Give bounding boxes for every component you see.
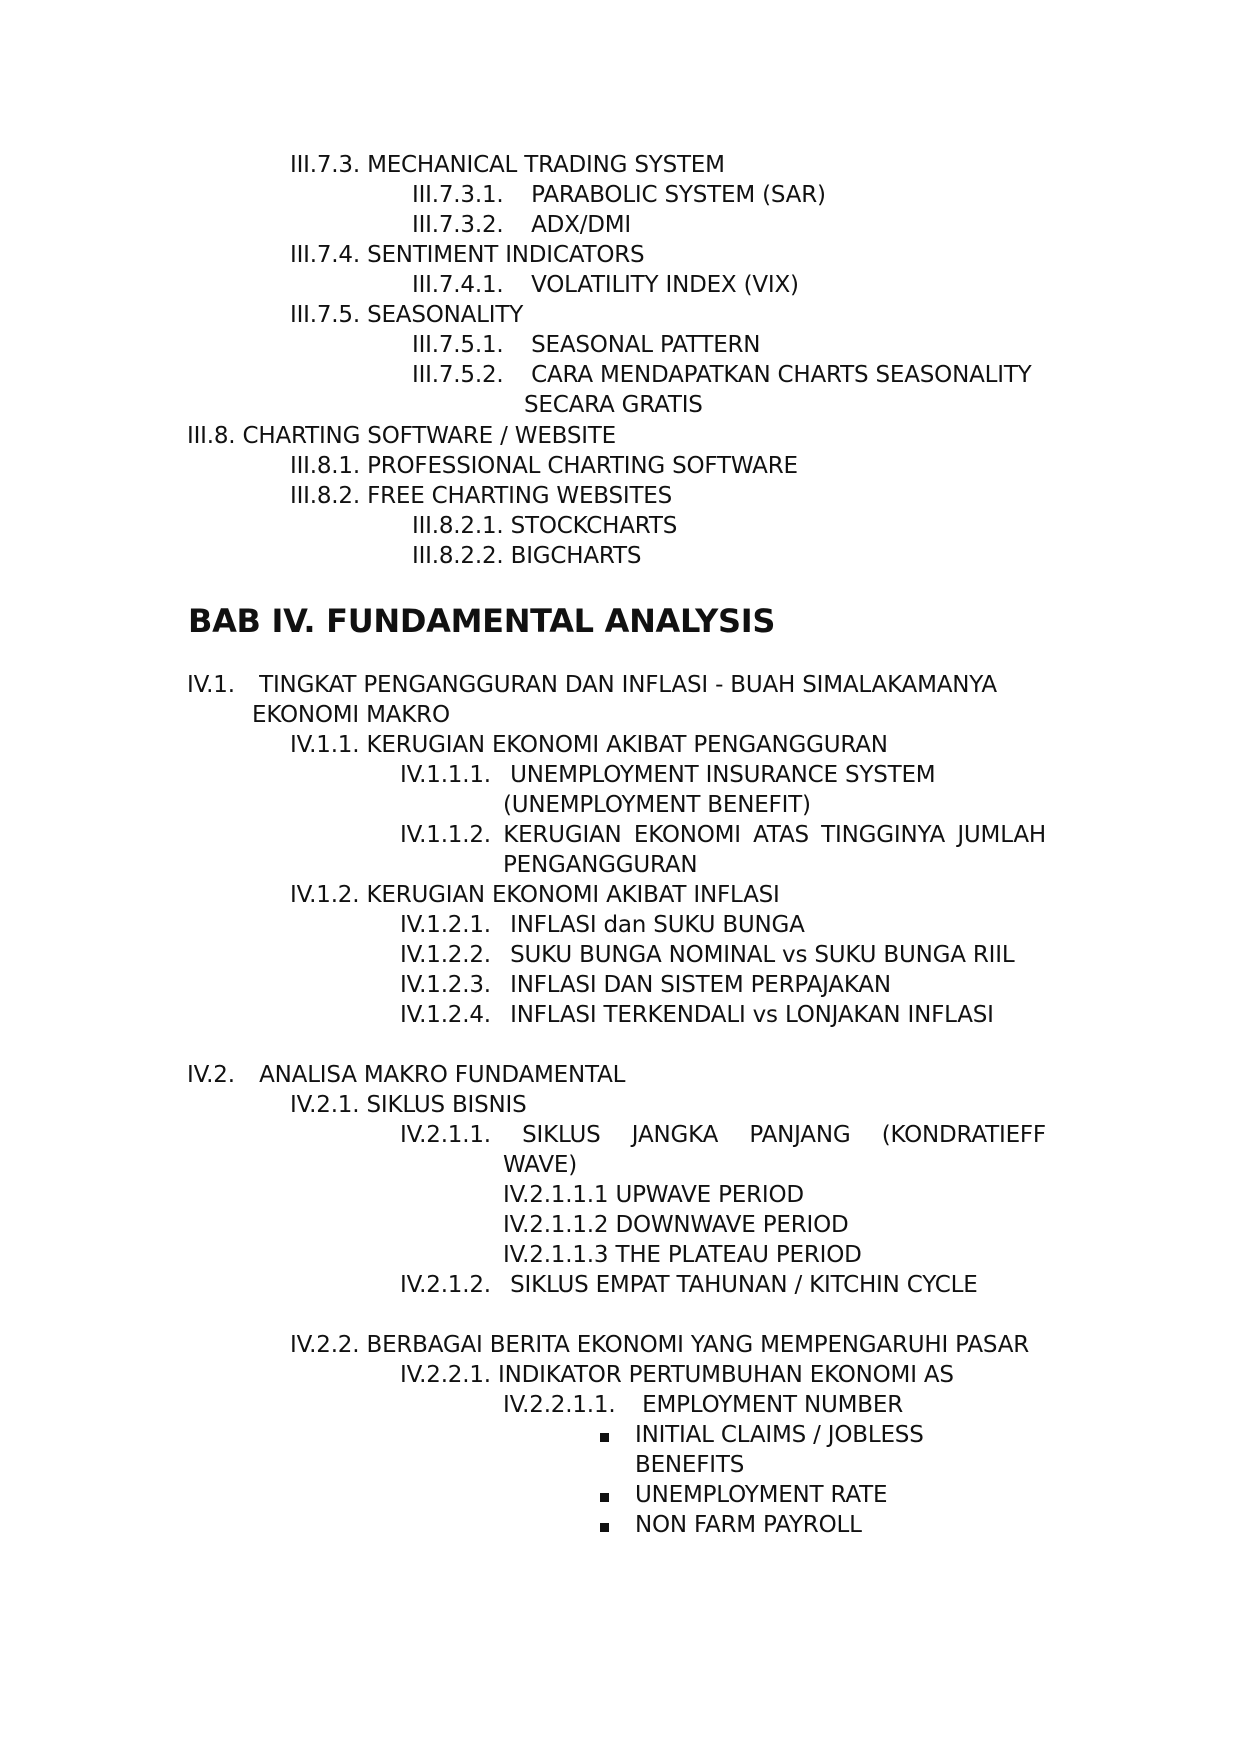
entry-title: INDIKATOR PERTUMBUHAN EKONOMI AS — [498, 1362, 954, 1388]
entry-number: IV.1. — [187, 672, 235, 698]
toc-entry — [400, 1270, 978, 1300]
toc-entry — [400, 1120, 1046, 1150]
toc-entry — [412, 511, 677, 541]
bullet-item — [635, 1510, 862, 1540]
entry-number: IV.1.2. — [290, 882, 360, 908]
toc-entry — [400, 1000, 994, 1030]
entry-number: IV.2.1.1.3 — [503, 1242, 609, 1268]
bullet-text: UNEMPLOYMENT RATE — [635, 1482, 888, 1508]
entry-number: IV.2.1.1.2 — [503, 1212, 609, 1238]
toc-entry — [290, 1090, 527, 1120]
toc-entry-continuation — [252, 700, 450, 730]
entry-title-word: ATAS — [753, 822, 809, 848]
bullet-icon — [600, 1493, 609, 1502]
entry-title: UPWAVE PERIOD — [615, 1182, 804, 1208]
entry-title: ADX/DMI — [531, 212, 632, 238]
entry-title: ANALISA MAKRO FUNDAMENTAL — [259, 1062, 626, 1088]
toc-entry — [187, 1060, 625, 1090]
toc-entry — [290, 481, 672, 511]
entry-number: IV.1.1. — [290, 732, 360, 758]
toc-entry — [503, 1180, 804, 1210]
toc-entry — [412, 330, 760, 360]
bullet-text: BENEFITS — [635, 1452, 745, 1478]
entry-title: EKONOMI MAKRO — [252, 702, 450, 728]
bullet-item-continuation — [635, 1450, 744, 1480]
entry-title: SENTIMENT INDICATORS — [367, 242, 645, 268]
entry-number: IV.2.2.1. — [400, 1362, 491, 1388]
toc-entry — [400, 970, 891, 1000]
entry-title: EMPLOYMENT NUMBER — [642, 1392, 903, 1418]
toc-entry — [290, 730, 888, 760]
entry-title-word: JANGKA — [631, 1122, 719, 1148]
entry-title: KERUGIAN EKONOMI AKIBAT PENGANGGURAN — [366, 732, 888, 758]
toc-entry — [290, 880, 780, 910]
toc-entry — [400, 1360, 954, 1390]
entry-title: SEASONALITY — [367, 302, 524, 328]
bullet-icon — [600, 1433, 609, 1442]
entry-title: SEASONAL PATTERN — [531, 332, 761, 358]
entry-title: (UNEMPLOYMENT BENEFIT) — [503, 792, 811, 818]
entry-number: III.7.4.1. — [412, 272, 504, 298]
chapter-heading: BAB IV. FUNDAMENTAL ANALYSIS — [188, 602, 776, 640]
bullet-item — [635, 1480, 887, 1510]
entry-number: IV.1.2.4. — [400, 1002, 491, 1028]
entry-title: CARA MENDAPATKAN CHARTS SEASONALITY — [531, 362, 1032, 388]
entry-title: PENGANGGURAN — [503, 852, 698, 878]
toc-entry-continuation — [503, 850, 697, 880]
toc-entry — [412, 270, 799, 300]
entry-number: IV.2.2. — [290, 1332, 360, 1358]
entry-number: IV.2.2.1.1. — [503, 1392, 616, 1418]
toc-entry — [400, 940, 1014, 970]
entry-number: IV.1.1.1. — [400, 762, 491, 788]
entry-title: VOLATILITY INDEX (VIX) — [531, 272, 799, 298]
entry-number: IV.2.1.2. — [400, 1272, 491, 1298]
entry-title: UNEMPLOYMENT INSURANCE SYSTEM — [510, 762, 936, 788]
entry-title: CHARTING SOFTWARE / WEBSITE — [242, 423, 616, 449]
toc-entry-continuation — [524, 390, 703, 420]
entry-title: INFLASI dan SUKU BUNGA — [510, 912, 805, 938]
bullet-text: NON FARM PAYROLL — [635, 1512, 862, 1538]
entry-number: III.8.2.2. — [412, 543, 504, 569]
entry-title: SIKLUS BISNIS — [366, 1092, 527, 1118]
entry-number: III.7.5.2. — [412, 362, 504, 388]
entry-title: SIKLUS EMPAT TAHUNAN / KITCHIN CYCLE — [510, 1272, 978, 1298]
entry-number: IV.1.2.3. — [400, 972, 491, 998]
toc-entry — [400, 760, 935, 790]
entry-number: IV.1.2.1. — [400, 912, 491, 938]
entry-number: IV.2.1.1.1 — [503, 1182, 609, 1208]
entry-title-word: TINGGINYA — [821, 822, 946, 848]
toc-entry — [290, 150, 725, 180]
entry-title-word: JUMLAH — [957, 822, 1046, 848]
toc-entry — [412, 541, 641, 571]
entry-title: INFLASI DAN SISTEM PERPAJAKAN — [510, 972, 891, 998]
entry-title: PARABOLIC SYSTEM (SAR) — [531, 182, 826, 208]
entry-title-word: (KONDRATIEFF — [881, 1122, 1046, 1148]
entry-number: III.7.4. — [290, 242, 360, 268]
entry-title: SUKU BUNGA NOMINAL vs SUKU BUNGA RIIL — [510, 942, 1015, 968]
entry-title: DOWNWAVE PERIOD — [615, 1212, 849, 1238]
toc-entry — [400, 910, 805, 940]
toc-entry — [290, 300, 523, 330]
entry-title: WAVE) — [503, 1152, 577, 1178]
toc-entry — [290, 451, 798, 481]
entry-number: III.7.5.1. — [412, 332, 504, 358]
entry-title: BERBAGAI BERITA EKONOMI YANG MEMPENGARUHI PASAR — [366, 1332, 1030, 1358]
bullet-icon — [600, 1523, 609, 1532]
bullet-item — [635, 1420, 924, 1450]
toc-entry — [412, 180, 826, 210]
entry-title: KERUGIAN EKONOMI AKIBAT INFLASI — [366, 882, 780, 908]
entry-number: III.8.1. — [290, 453, 360, 479]
entry-number: IV.1.1.2. — [400, 822, 491, 848]
entry-number: IV.2.1. — [290, 1092, 360, 1118]
toc-entry — [187, 670, 997, 700]
entry-title: STOCKCHARTS — [510, 513, 678, 539]
entry-number: IV.2.1.1. — [400, 1122, 491, 1148]
entry-number: III.8. — [187, 423, 236, 449]
entry-title-word: EKONOMI — [633, 822, 741, 848]
entry-number: III.7.3. — [290, 152, 360, 178]
entry-title: TINGKAT PENGANGGURAN DAN INFLASI - BUAH SIMALAKAMANYA — [259, 672, 997, 698]
toc-entry — [503, 1390, 903, 1420]
entry-title: BIGCHARTS — [510, 543, 642, 569]
entry-number: III.7.5. — [290, 302, 360, 328]
toc-entry — [187, 421, 616, 451]
entry-number: III.8.2. — [290, 483, 360, 509]
toc-entry — [503, 1240, 862, 1270]
entry-title: INFLASI TERKENDALI vs LONJAKAN INFLASI — [510, 1002, 994, 1028]
entry-number: IV.1.2.2. — [400, 942, 491, 968]
entry-number: III.7.3.1. — [412, 182, 504, 208]
entry-title: PROFESSIONAL CHARTING SOFTWARE — [367, 453, 798, 479]
entry-title: MECHANICAL TRADING SYSTEM — [367, 152, 725, 178]
bullet-text: INITIAL CLAIMS / JOBLESS — [635, 1422, 924, 1448]
toc-entry — [412, 360, 1032, 390]
entry-title: SECARA GRATIS — [524, 392, 703, 418]
entry-title-word: SIKLUS — [522, 1122, 601, 1148]
toc-entry — [290, 240, 644, 270]
toc-entry — [290, 1330, 1029, 1360]
toc-entry-continuation — [503, 1150, 577, 1180]
entry-number: III.7.3.2. — [412, 212, 504, 238]
entry-title: THE PLATEAU PERIOD — [615, 1242, 862, 1268]
entry-number: IV.2. — [187, 1062, 235, 1088]
toc-entry — [412, 210, 631, 240]
entry-title: FREE CHARTING WEBSITES — [367, 483, 673, 509]
toc-entry — [503, 1210, 849, 1240]
toc-entry — [400, 820, 1046, 850]
entry-title-word: PANJANG — [749, 1122, 851, 1148]
toc-entry-continuation — [503, 790, 811, 820]
entry-number: III.8.2.1. — [412, 513, 504, 539]
entry-title-word: KERUGIAN — [503, 822, 622, 848]
